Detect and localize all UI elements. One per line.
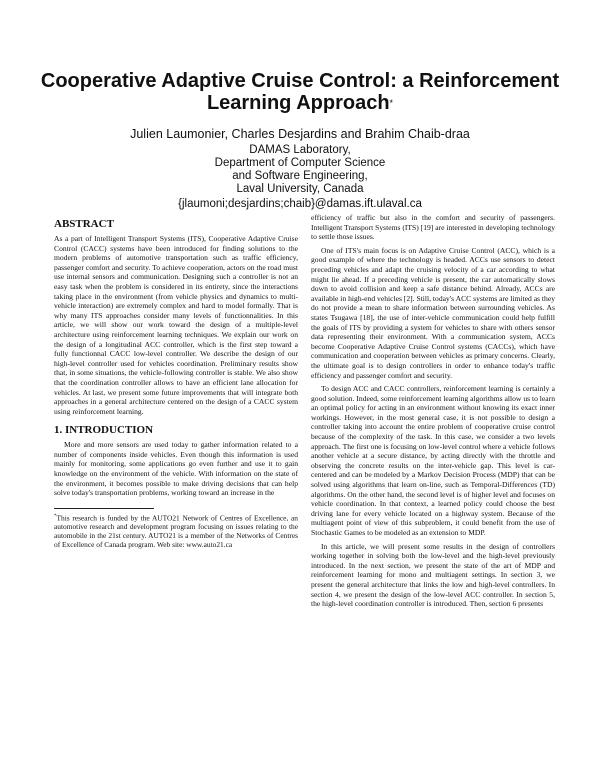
affiliation-line: and Software Engineering, bbox=[232, 170, 368, 182]
affiliation-line: Laval University, Canada bbox=[236, 183, 364, 195]
affiliation-line: Department of Computer Science bbox=[214, 157, 386, 169]
right-column bbox=[311, 213, 555, 609]
intro-paragraph-1: More and more sensors are used today to gather information related to a number of components inside vehicles. Even though this information is used mainly for monitoring, some applications go even further and use it to gain knowledge on the environment of the vehicle. With information on the state of the environment, it becomes possible to make driving decisions that can help solve today's transportation problems, working toward an increase in the bbox=[54, 440, 298, 498]
title-footnote-mark: * bbox=[389, 98, 394, 108]
abstract-heading: ABSTRACT bbox=[54, 218, 114, 230]
author-emails: {jlaumoni;desjardins;chaib}@damas.ift.ulaval.ca bbox=[178, 198, 422, 210]
footnote bbox=[54, 512, 298, 549]
title-text: Cooperative Adaptive Cruise Control: a Reinforcement Learning Approach bbox=[40, 70, 560, 114]
left-column bbox=[54, 213, 298, 549]
affiliation-line: DAMAS Laboratory, bbox=[249, 144, 351, 156]
paper-title bbox=[40, 70, 560, 114]
intro-paragraph-2: One of ITS's main focus is on Adaptive Cruise Control (ACC), which is a good example of where the technology is headed. ACCs use sensors to detect preceding vehicles and adapt the cruising velocity of a car according to what might lie ahead. If a preceding vehicle is present, the car automatically slows down to avoid collision and keep a safe distance behind. Already, ACCs are available in high-end vehicles [2]. Still, today's ACC systems are limited as they do not provide a mean to share information between surrounding vehicles. As states Tsugawa [18], the use of inter-vehicle communication could help fulfill the goals of ITS by providing a system for vehicles to share with others sensor data representing their environment. With a communication system, ACCs become Cooperative Adaptive Cruise Control systems (CACCs), which have communication and cooperation between vehicles as primary concerns. Clearly, the ultimate goal is to design controllers in order to enhance today's traffic efficiency and passenger comfort and security. bbox=[311, 245, 555, 380]
introduction-heading: 1. INTRODUCTION bbox=[54, 424, 154, 437]
intro-paragraph-3: To design ACC and CACC controllers, reinforcement learning is certainly a good solution. Indeed, some reinforcement learning algorithms allow us to learn an optimal policy for acting in an environment without knowing its exact inner workings. However, in the most general case, it is not possible to design a controller taking into account the entire problem of cooperative cruise control because of the complexity of the task. In this case, we consider a two levels approach. The first one is focusing on low-level control where a vehicle follows another vehicle at a secure distance, by acting directly with the throttle and observing the concrete results on the inter-vehicle gap. This level is car-centered and can be modeled by a Markov Decision Process (MDP) that can be solved using algorithms that learn on-line, such as Temporal-Differences (TD) algorithms. On the other hand, the second level is of higher level and focuses on vehicle coordination. In that context, a learned policy could choose the best driving lane for every vehicle located on a highway system. Because of the multiagent point of view of this subproblem, it could benefit from the use of Stochastic Games to be modeled as an extension to MDP. bbox=[311, 384, 555, 537]
intro-paragraph-4: In this article, we will present some results in the design of controllers working together in solving both the low-level and the high-level previously introduced. In the next section, we present the state of the art of MDP and reinforcement learning for mono and multiagent settings. In section 3, we present the general architecture that links the low and high-level controllers. In section 4, we present the design of the low-level ACC controller. In section 5, the high-level coordination controller is introduced. Then, section 6 presents bbox=[311, 541, 555, 609]
author-names: Julien Laumonier, Charles Desjardins and Brahim Chaib-draa bbox=[130, 127, 470, 141]
abstract-text: As a part of Intelligent Transport Systems (ITS), Cooperative Adaptive Cruise Control (CACC) systems have been introduced for finding solutions to the modern problems of automotive transportation such as traffic efficiency, passenger comfort and security. To achieve cooperation, actors on the road must use internal sensors and communication. Designing such a controller is not an easy task when the problem is considered in its entirety, since the interactions taking place in the environment (from vehicle physics and dynamics to multi-vehicle interaction) are extremely complex and hard to model formally. That is why many ITS approaches consider many levels of functionnalities. In this article, we will show our work toward the design of a multiple-level architecture using reinforcement learning techniques. We explain our work on the design of a longitudinal ACC controller, which is the first step toward a fully functionnal CACC low-level controller. We describe the design of our high-level controller used for vehicles coordination. Preliminary results show that, in some situations, the vehicle-following controller is stable. We also show that the coordination controller allows to have an efficient lane allocation for vehicles. At last, we present some future improvements that will integrate both approaches in a general architecture centered on the design of a CACC system using reinforcement learning. bbox=[54, 234, 298, 416]
footnote-mark: * bbox=[54, 513, 57, 519]
footnote-text: This research is funded by the AUTO21 Network of Centres of Excellence, an automotive research and development program focusing on issues relating to the automobile in the 21st century. AUTO21 is a member of the Networks of Centres of Excellence of Canada program. Web site: www.auto21.ca bbox=[54, 513, 298, 550]
footnote-divider bbox=[54, 508, 154, 509]
author-block bbox=[40, 128, 560, 211]
intro-paragraph-1-continued: efficiency of traffic but also in the comfort and security of passengers. Intelligent Transport Systems (ITS) [19] are interested in developing technology to settle those issues. bbox=[311, 213, 556, 242]
